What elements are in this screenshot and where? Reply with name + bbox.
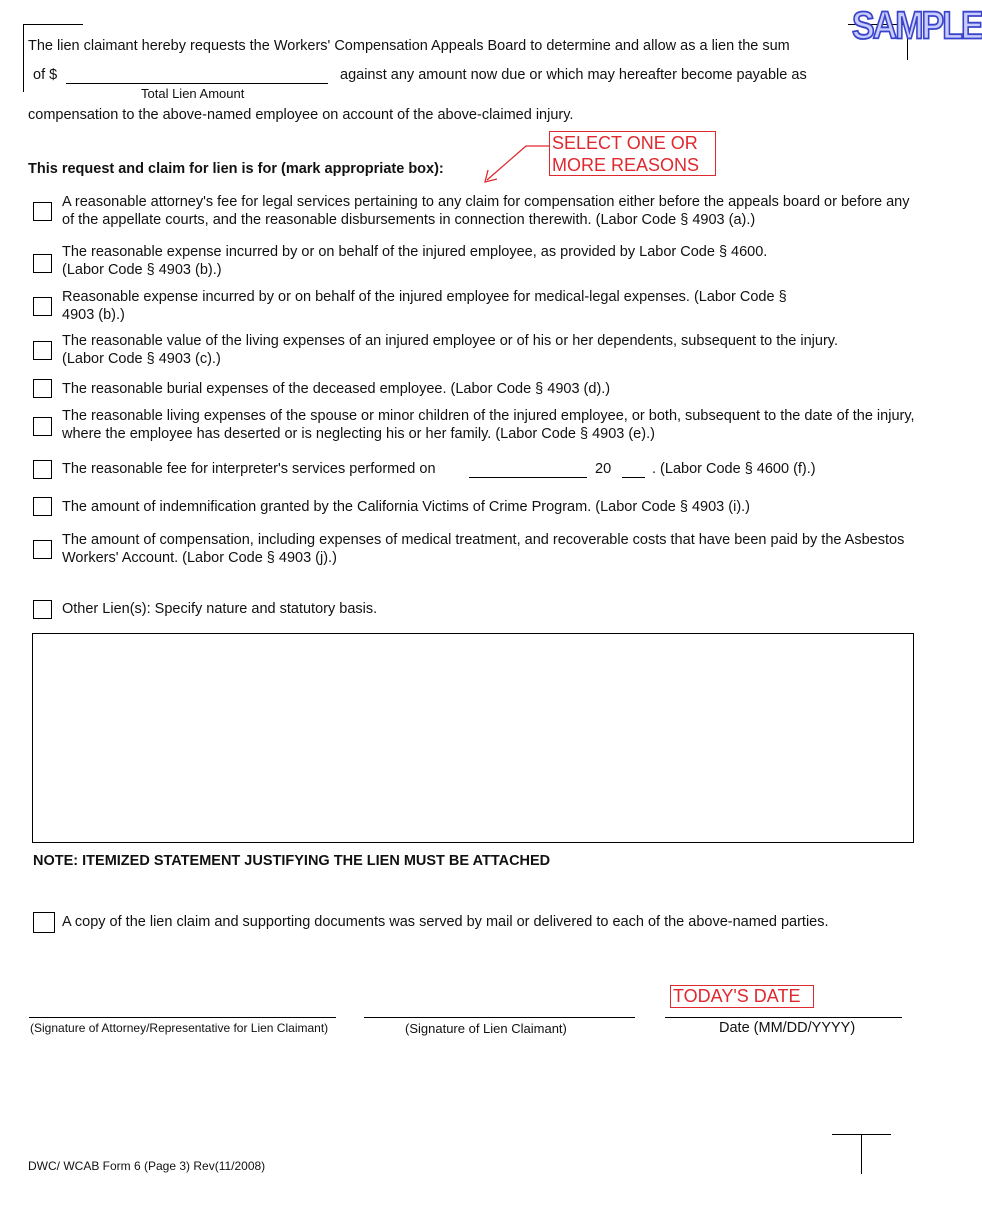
checkbox-attorney-fee[interactable] [33,202,52,221]
option-living-expenses-label: The reasonable value of the living expenses of an injured employee or of his or her dependents, subsequent to the injury. (Labor Code § 4903 (c).) [62,333,838,367]
service-statement-label: A copy of the lien claim and supporting documents was served by mail or delivered to each of the above-named parties. [62,914,829,930]
option-burial-expenses-label: The reasonable burial expenses of the deceased employee. (Labor Code § 4903 (d).) [62,381,611,397]
sample-watermark: SAMPLE [852,4,982,48]
option-injured-employee-expense-label: The reasonable expense incurred by or on behalf of the injured employee, as provided by Labor Code § 4600. (Labor Code § 4903 (b).) [62,244,768,278]
form-footer: DWC/ WCAB Form 6 (Page 3) Rev(11/2008) [28,1159,266,1173]
select-reasons-annotation: SELECT ONE OR MORE REASONS [549,131,716,176]
option-medical-legal-expense-label: Reasonable expense incurred by or on behalf of the injured employee for medical-legal expenses. (Labor Code § 4903 (b).) [62,289,787,323]
option-other-liens-label: Other Lien(s): Specify nature and statutory basis. [62,601,378,617]
checkbox-victims-of-crime[interactable] [33,497,52,516]
option-attorney-fee-label: A reasonable attorney's fee for legal services pertaining to any claim for compensation either before the appeals board or before any of the appellate courts, and the reasonable disbursements in connection therewith. (Labor Code § 4903 (a).) [62,194,910,228]
corner-mark-top-left-horizontal [23,24,83,25]
option-asbestos-workers-label: The amount of compensation, including expenses of medical treatment, and recoverable costs that have been paid by the Asbestos Workers' Account. (Labor Code § 4903 (j).) [62,532,905,566]
date-caption: Date (MM/DD/YYYY) [719,1020,856,1036]
date-field[interactable] [665,1000,902,1018]
attorney-signature-caption: (Signature of Attorney/Representative for Lien Claimant) [30,1021,329,1035]
checkbox-asbestos-workers[interactable] [33,540,52,559]
intro-line-1: The lien claimant hereby requests the Workers' Compensation Appeals Board to determine and allow as a lien the sum [28,38,790,54]
itemized-statement-note: NOTE: ITEMIZED STATEMENT JUSTIFYING THE LIEN MUST BE ATTACHED [33,853,551,869]
checkbox-other-liens[interactable] [33,600,52,619]
annotation-arrow-icon [480,140,552,186]
checkbox-service-copy[interactable] [33,912,55,933]
lien-claimant-signature-caption: (Signature of Lien Claimant) [405,1021,567,1036]
option-interpreter-fee-suffix: . (Labor Code § 4600 (f).) [652,461,816,477]
corner-mark-top-left-vertical [23,24,24,92]
other-lien-textarea[interactable] [32,633,914,843]
amount-prefix-label: of $ [33,67,58,83]
attorney-signature-field[interactable] [29,1000,336,1018]
option-interpreter-fee-label: The reasonable fee for interpreter's services performed on [62,461,436,477]
interpreter-year-prefix: 20 [595,461,612,477]
total-lien-amount-field[interactable] [66,66,328,84]
todays-date-annotation: TODAY'S DATE [670,985,814,1008]
option-spouse-children-expenses-label: The reasonable living expenses of the spouse or minor children of the injured employee, or both, subsequent to the date of the injury, where the employee has deserted or is neglecting his or her family. (Labor Code § 4903 (e).) [62,408,915,442]
option-victims-of-crime-label: The amount of indemnification granted by the California Victims of Crime Program. (Labor Code § 4903 (i).) [62,499,750,515]
intro-line-2: against any amount now due or which may hereafter become payable as [340,67,807,83]
checkbox-injured-employee-expense[interactable] [33,254,52,273]
checkbox-medical-legal-expense[interactable] [33,297,52,316]
request-heading: This request and claim for lien is for (mark appropriate box): [28,161,444,177]
other-lien-text [33,634,913,646]
checkbox-interpreter-fee[interactable] [33,460,52,479]
intro-line-3: compensation to the above-named employee on account of the above-claimed injury. [28,107,574,123]
total-lien-amount-caption: Total Lien Amount [141,86,245,101]
checkbox-living-expenses[interactable] [33,341,52,360]
interpreter-date-field[interactable] [469,460,587,478]
checkbox-spouse-children-expenses[interactable] [33,417,52,436]
corner-mark-bottom-right-horizontal [832,1134,891,1135]
checkbox-burial-expenses[interactable] [33,379,52,398]
corner-mark-bottom-right-vertical [861,1134,862,1174]
interpreter-year-field[interactable] [622,460,645,478]
lien-claimant-signature-field[interactable] [364,1000,635,1018]
